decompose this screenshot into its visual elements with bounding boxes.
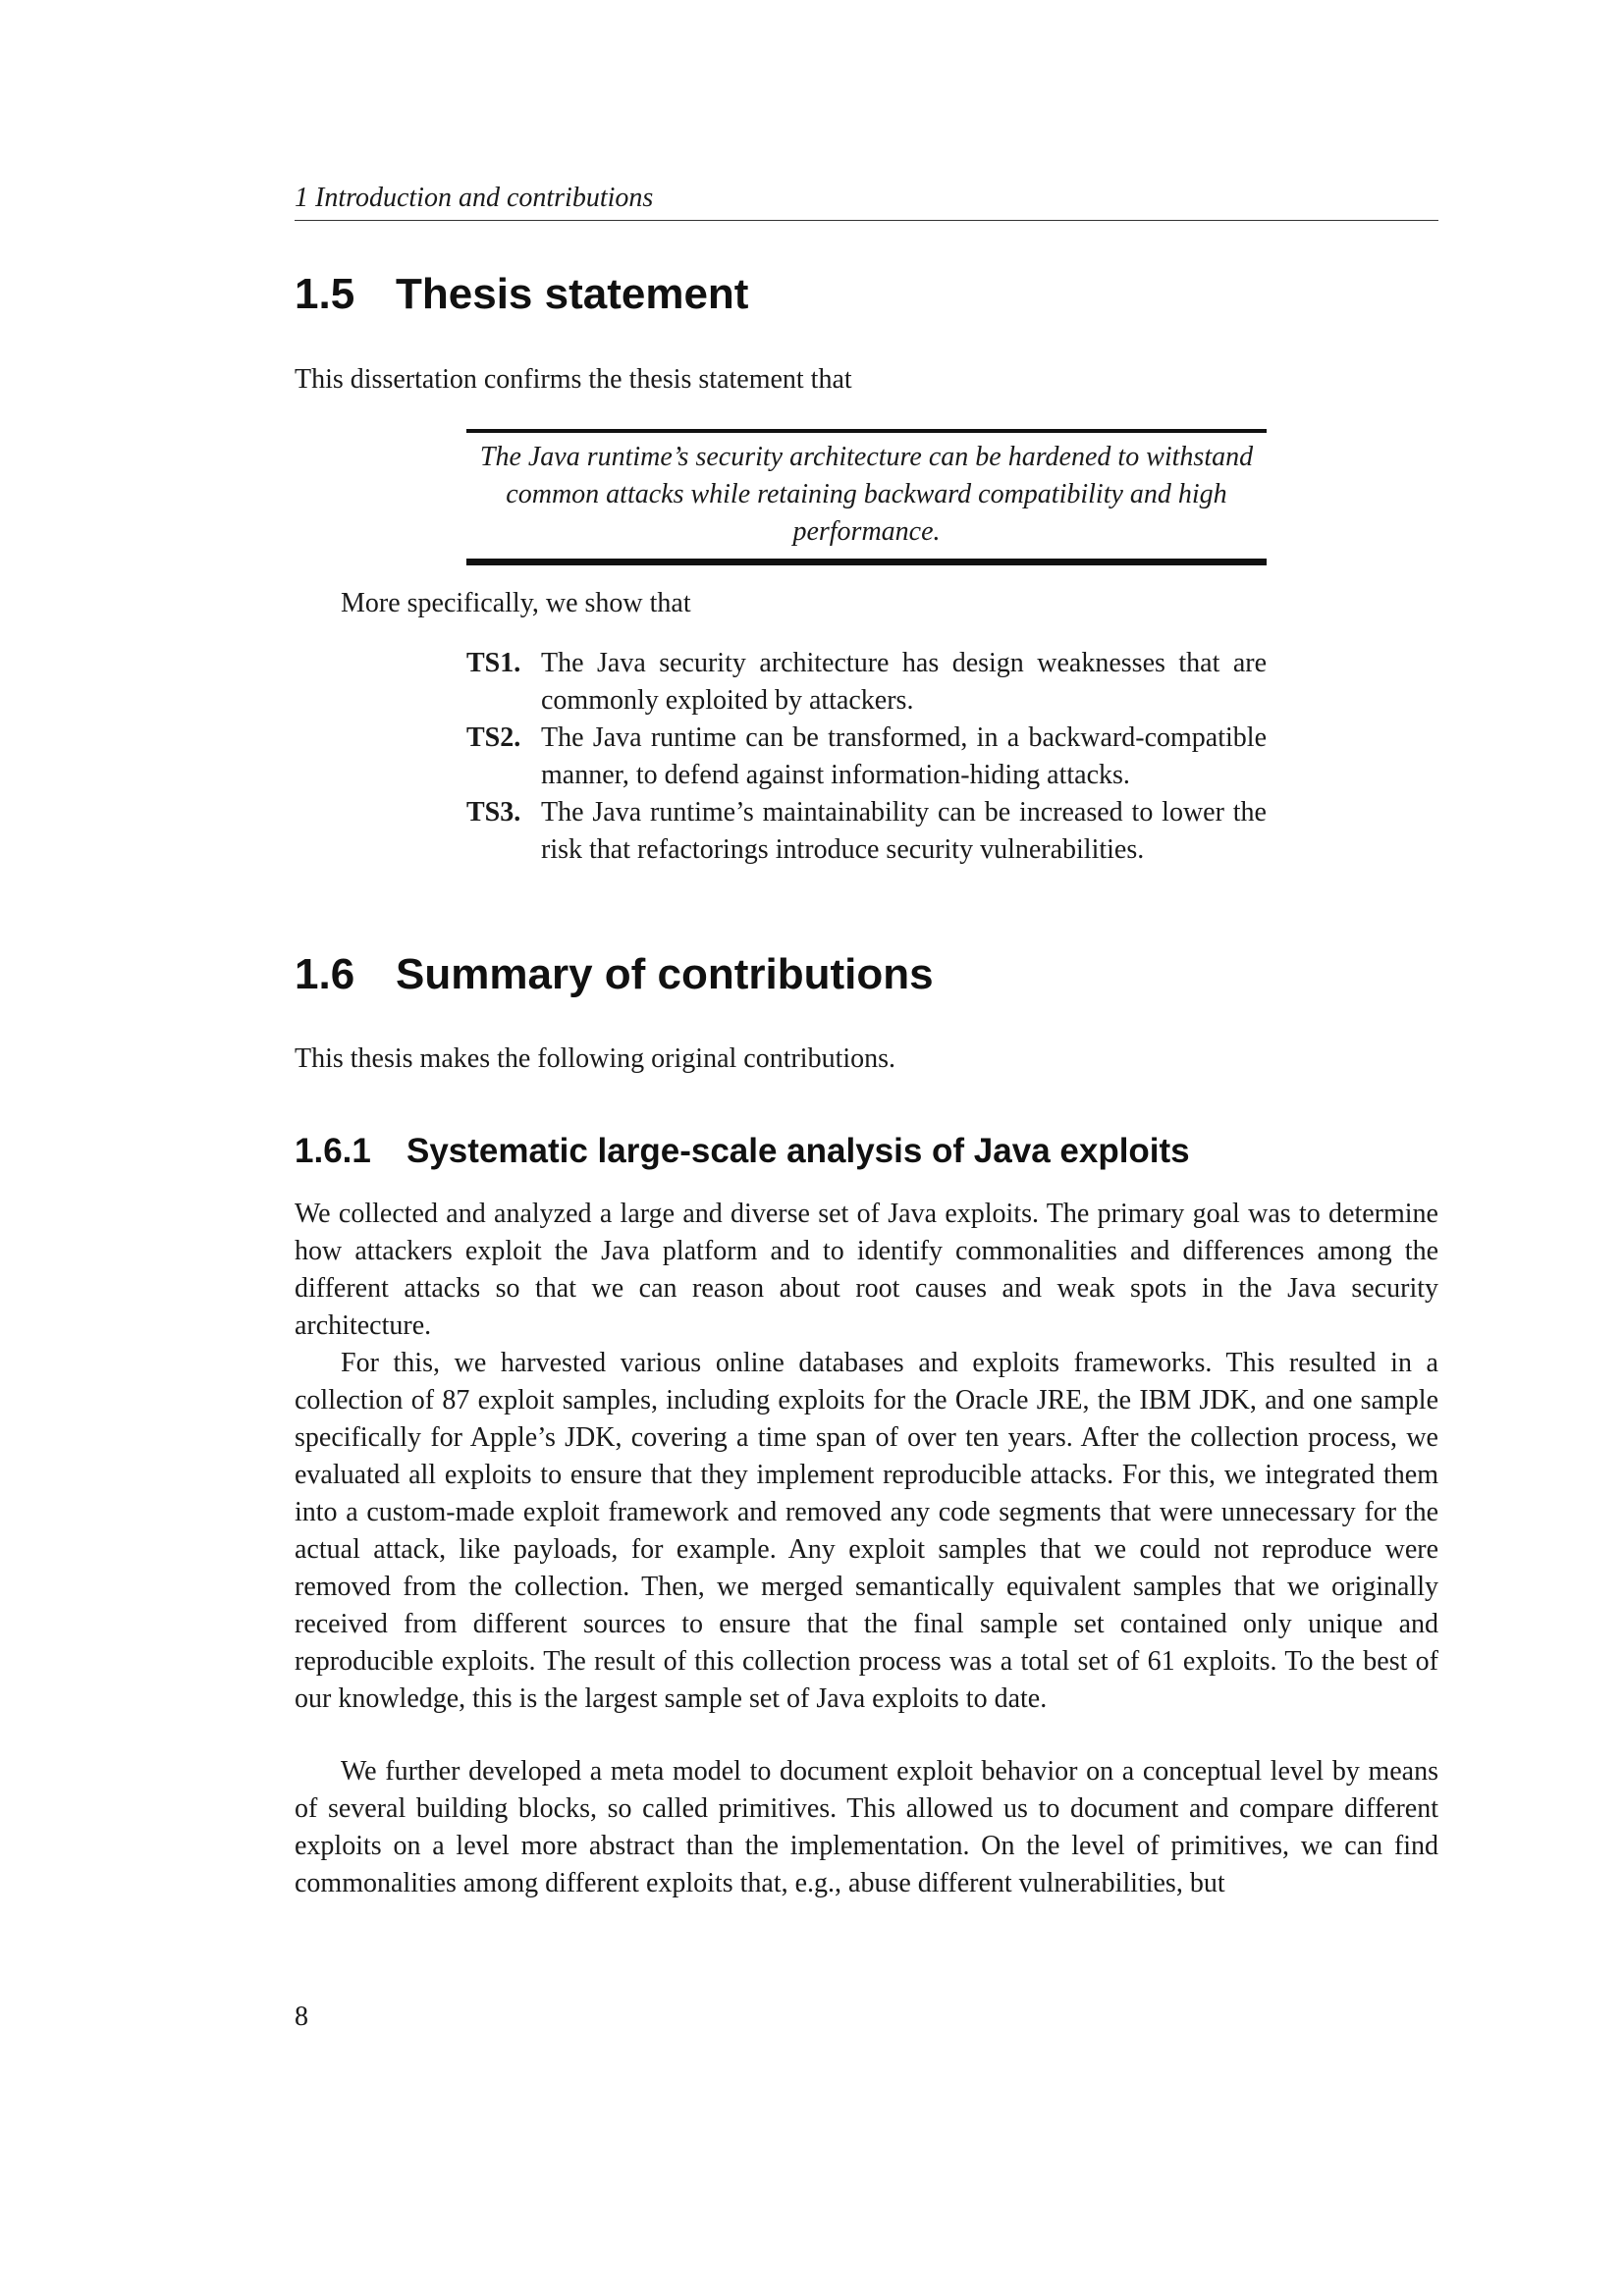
body-paragraph-2: For this, we harvested various online databases and exploits frameworks. This resulted in a collection of 87 exploit samples, including exploits for the Oracle JRE, the IBM JDK, and one sample specifically for Apple’s JDK, covering a time span of over ten years. After the collection process, we evaluated all exploits to ensure that they implement reproducible attacks. For this, we integrated them into a custom-made exploit framework and removed any code segments that were unnecessary for the actual attack, like payloads, for example. Any exploit samples that we could not reproduce were removed from the collection. Then, we merged semantically equivalent samples that we originally received from different sources to ensure that the final sample set contained only unique and reproducible exploits. The result of this collection process was a total set of 61 exploits. To the best of our knowledge, this is the largest sample set of Java exploits to date.: [295, 1348, 1438, 1714]
thesis-statement-text: The Java runtime’s security architecture can be hardened to withstand common attacks while retaining backward compatibility and high performance.: [479, 442, 1254, 547]
body-paragraph-3: We further developed a meta model to document exploit behavior on a conceptual level by means of several building blocks, so called primitives. This allowed us to document and compare different exploits on a level more abstract than the implementation. On the level of primitives, we can find commonalities among different exploits that, e.g., abuse different vulnerabilities, but: [295, 1756, 1438, 1898]
list-item-label: TS1.: [466, 648, 521, 678]
list-item-text: The Java runtime’s maintainability can be increased to lower the risk that refactorings introduce security vulnerabilities.: [541, 797, 1267, 865]
section-number: 1.5: [295, 270, 355, 318]
list-item: [466, 794, 1267, 869]
more-specifically-paragraph: More specifically, we show that: [341, 588, 691, 618]
section-heading-1-6: [295, 947, 934, 1002]
subsection-number: 1.6.1: [295, 1132, 371, 1170]
section-title: Summary of contributions: [396, 950, 934, 998]
subsection-title: Systematic large-scale analysis of Java exploits: [406, 1132, 1190, 1170]
section-heading-1-5: [295, 267, 748, 322]
subsection-heading-1-6-1: [295, 1129, 1190, 1174]
thesis-statement-box: [466, 429, 1267, 565]
list-item: [466, 720, 1267, 794]
list-item-text: The Java runtime can be transformed, in a backward-compatible manner, to defend against information-hiding attacks.: [541, 722, 1267, 790]
contributions-intro-paragraph: This thesis makes the following original contributions.: [295, 1043, 896, 1074]
page-number: 8: [295, 2002, 308, 2032]
running-header: 1 Introduction and contributions: [295, 179, 1438, 221]
intro-paragraph: This dissertation confirms the thesis statement that: [295, 364, 852, 395]
body-paragraph-1: We collected and analyzed a large and diverse set of Java exploits. The primary goal was to determine how attackers exploit the Java platform and to identify commonalities and differences among the different attacks so that we can reason about root causes and weak spots in the Java security architecture.: [295, 1199, 1438, 1341]
list-item-text: The Java security architecture has design weaknesses that are commonly exploited by attackers.: [541, 648, 1267, 716]
section-title: Thesis statement: [396, 270, 749, 318]
section-number: 1.6: [295, 950, 355, 998]
list-item-label: TS2.: [466, 722, 521, 753]
thesis-sub-statements-list: [466, 645, 1267, 869]
list-item: [466, 645, 1267, 720]
list-item-label: TS3.: [466, 797, 521, 828]
